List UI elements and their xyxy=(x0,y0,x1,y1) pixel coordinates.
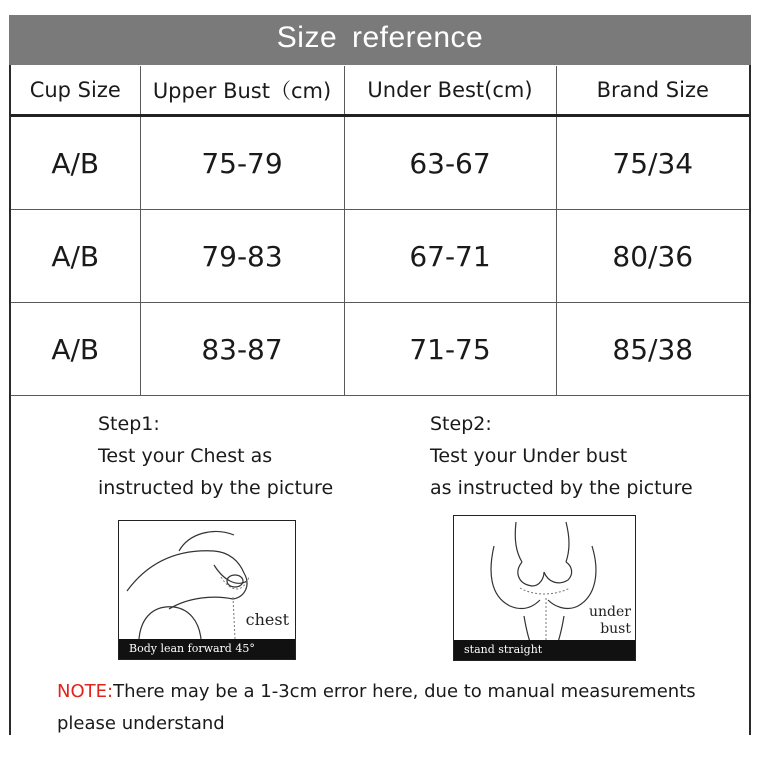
cell-under-bust: 71-75 xyxy=(344,303,556,396)
step1-instructions xyxy=(98,408,333,504)
chest-measure-illustration xyxy=(118,520,296,660)
step1-line1: Test your Chest as xyxy=(98,445,273,467)
step2-instructions xyxy=(430,408,693,504)
table-header-row xyxy=(11,66,749,116)
table-row xyxy=(11,116,749,210)
cell-upper-bust: 79-83 xyxy=(140,210,344,303)
underbust-label xyxy=(589,604,631,638)
underbust-label-line2: bust xyxy=(600,621,631,637)
cell-brand-size: 75/34 xyxy=(556,116,749,210)
table-row xyxy=(11,210,749,303)
header-upper-bust: Upper Bust（cm) xyxy=(140,66,344,116)
step2-caption: stand straight xyxy=(454,640,636,660)
cell-under-bust: 67-71 xyxy=(344,210,556,303)
cell-brand-size: 80/36 xyxy=(556,210,749,303)
cell-upper-bust: 75-79 xyxy=(140,116,344,210)
cell-under-bust: 63-67 xyxy=(344,116,556,210)
header-brand-size: Brand Size xyxy=(556,66,749,116)
cell-upper-bust: 83-87 xyxy=(140,303,344,396)
note-text xyxy=(57,676,737,740)
size-table xyxy=(11,66,749,396)
note-label: NOTE: xyxy=(57,681,114,702)
step2-line1: Test your Under bust xyxy=(430,445,628,467)
cell-cup-size: A/B xyxy=(11,116,140,210)
page-title: Size reference xyxy=(9,15,751,65)
step1-heading: Step1: xyxy=(98,413,160,435)
cell-brand-size: 85/38 xyxy=(556,303,749,396)
note-body: There may be a 1-3cm error here, due to manual measurements xyxy=(113,681,696,702)
step2-heading: Step2: xyxy=(430,413,492,435)
table-row xyxy=(11,303,749,396)
underbust-label-line1: under xyxy=(589,604,631,620)
underbust-measure-illustration xyxy=(453,515,636,661)
cell-cup-size: A/B xyxy=(11,303,140,396)
step1-caption: Body lean forward 45° xyxy=(119,639,296,659)
note-line2: please understand xyxy=(57,713,225,734)
cell-cup-size: A/B xyxy=(11,210,140,303)
step2-line2: as instructed by the picture xyxy=(430,477,693,499)
step1-line2: instructed by the picture xyxy=(98,477,334,499)
note-line1 xyxy=(57,676,737,708)
header-under-bust: Under Best(cm) xyxy=(344,66,556,116)
chest-label: chest xyxy=(245,610,289,629)
header-cup-size: Cup Size xyxy=(11,66,140,116)
